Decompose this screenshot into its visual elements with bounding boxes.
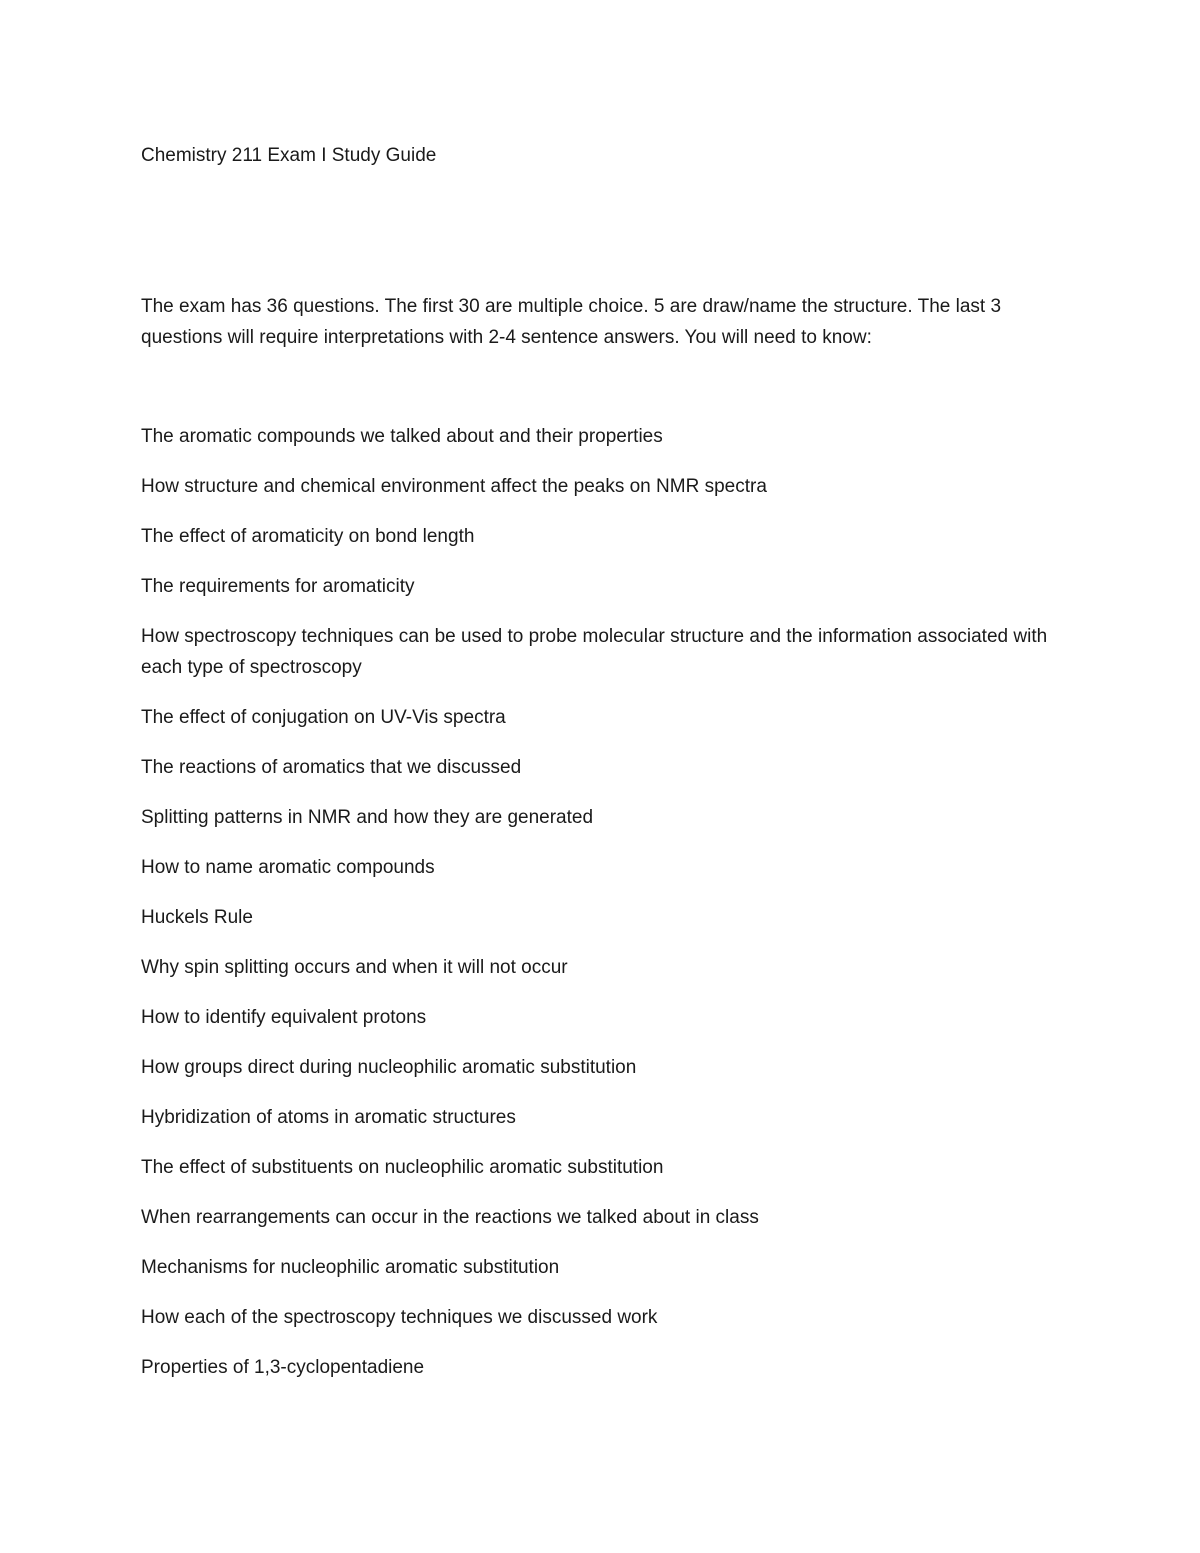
topic-item: The requirements for aromaticity xyxy=(141,576,415,597)
topic-item: How groups direct during nucleophilic aromatic substitution xyxy=(141,1057,637,1078)
topic-item: When rearrangements can occur in the reactions we talked about in class xyxy=(141,1207,759,1228)
topic-item: Why spin splitting occurs and when it will not occur xyxy=(141,957,568,978)
topic-item: How to name aromatic compounds xyxy=(141,857,435,878)
topic-item: Huckels Rule xyxy=(141,907,253,928)
topic-item: Properties of 1,3-cyclopentadiene xyxy=(141,1357,425,1378)
topic-item: How each of the spectroscopy techniques we discussed work xyxy=(141,1307,658,1328)
topic-item: How to identify equivalent protons xyxy=(141,1007,427,1028)
topic-item: The aromatic compounds we talked about and their properties xyxy=(141,426,663,447)
topic-item: The effect of conjugation on UV-Vis spectra xyxy=(141,707,506,728)
topic-item: The effect of substituents on nucleophilic aromatic substitution xyxy=(141,1157,664,1178)
topic-item: How structure and chemical environment affect the peaks on NMR spectra xyxy=(141,476,767,497)
topic-item: Mechanisms for nucleophilic aromatic substitution xyxy=(141,1257,560,1278)
topic-item: The reactions of aromatics that we discussed xyxy=(141,757,522,778)
document-title: Chemistry 211 Exam I Study Guide xyxy=(141,145,437,166)
intro-paragraph: The exam has 36 questions. The first 30 are multiple choice. 5 are draw/name the structure. The last 3 questions will require interpretations with 2-4 sentence answers. You will need to know: xyxy=(141,296,1002,348)
topic-item: The effect of aromaticity on bond length xyxy=(141,526,475,547)
topic-item: Splitting patterns in NMR and how they are generated xyxy=(141,807,594,828)
topic-item: Hybridization of atoms in aromatic structures xyxy=(141,1107,516,1128)
topic-list xyxy=(141,421,1061,1402)
topic-item: How spectroscopy techniques can be used to probe molecular structure and the information associated with each type of spectroscopy xyxy=(141,626,1048,678)
